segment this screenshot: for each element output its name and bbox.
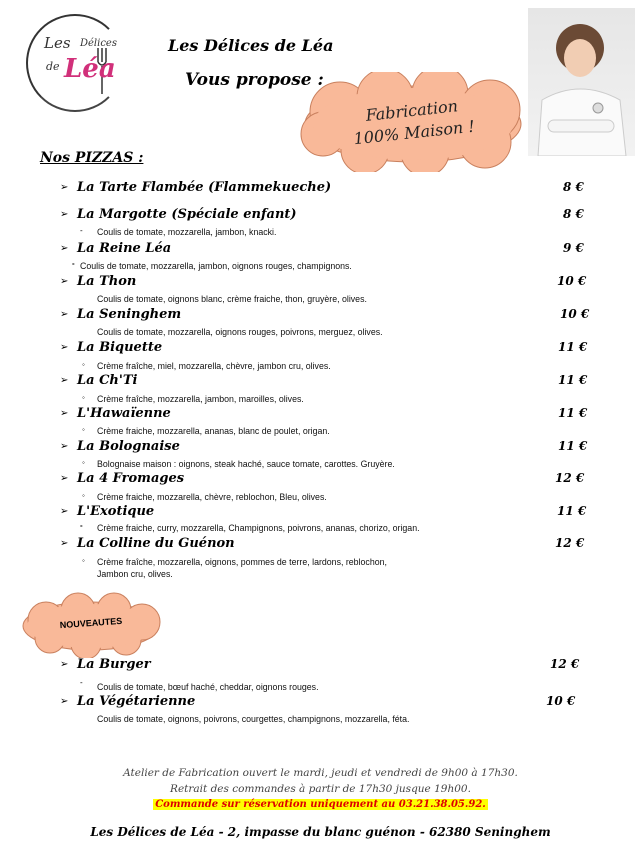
dash-bullet: ◦ [82,393,85,402]
menu-item-name: La Thon [77,274,137,289]
footer-pickup: Retrait des commandes à partir de 17h30 jusque 19h00. [170,783,471,795]
menu-item-name: La Margotte (Spéciale enfant) [77,207,297,222]
arrow-bullet-icon: ➢ [60,182,69,193]
menu-item-price: 10 € [546,694,576,708]
logo [22,10,132,108]
arrow-bullet-icon: ➢ [60,342,69,353]
dash-bullet: ◦ [82,556,85,565]
arrow-bullet-icon: ➢ [60,473,69,484]
menu-item-name: La Reine Léa [77,241,172,256]
menu-item-price: 10 € [560,307,590,321]
menu-item-description: Crème fraiche, mozzarella, ananas, blanc de poulet, origan. [97,426,330,436]
dash-bullet: ◦ [82,458,85,467]
menu-item-name: L'Hawaïenne [77,406,171,421]
page-title: Les Délices de Léa [168,36,334,55]
page-subtitle: Vous propose : [185,70,324,90]
logo-text-les: Les [44,34,71,52]
arrow-bullet-icon: ➢ [60,209,69,220]
arrow-bullet-icon: ➢ [60,538,69,549]
menu-item-name: La Biquette [77,340,163,355]
menu-item-price: 10 € [557,274,587,288]
menu-item-price: 12 € [555,536,585,550]
footer-address: Les Délices de Léa - 2, impasse du blanc guénon - 62380 Seninghem [90,825,551,839]
menu-item-price: 11 € [558,439,588,453]
menu-item-price: 11 € [558,406,588,420]
menu-item-price: 12 € [555,471,585,485]
footer-reservation [0,799,641,810]
chef-illustration [528,8,635,156]
dash-bullet: - [80,226,83,235]
menu-item-description: Crème fraîche, mozzarella, jambon, maroilles, olives. [97,394,304,404]
footer-hours: Atelier de Fabrication ouvert le mardi, jeudi et vendredi de 9h00 à 17h30. [123,767,518,779]
dash-bullet: ◦ [82,491,85,500]
menu-item-name: La Seninghem [77,307,182,322]
menu-item-description: Bolognaise maison : oignons, steak haché, sauce tomate, carottes. Gruyère. [97,459,395,469]
arrow-bullet-icon: ➢ [60,659,69,670]
menu-item-description: Coulis de tomate, mozzarella, jambon, oignons rouges, champignons. [80,261,352,271]
footer-reservation-text: Commande sur réservation uniquement au 03.21.38.05.92. [155,799,486,810]
menu-item-name: La Colline du Guénon [77,536,235,551]
menu-item-price: 8 € [563,180,584,194]
menu-item-name: L'Exotique [77,504,155,519]
chef-photo [528,8,635,156]
dash-bullet: - [80,521,83,530]
dash-bullet: - [72,259,75,268]
dash-bullet: - [80,678,83,687]
arrow-bullet-icon: ➢ [60,696,69,707]
menu-item-name: La Ch'Ti [77,373,138,388]
menu-item-description: Coulis de tomate, oignons blanc, crème fraiche, thon, gruyère, olives. [97,294,367,304]
menu-item-description: Coulis de tomate, oignons, poivrons, courgettes, champignons, mozzarella, féta. [97,714,410,724]
menu-item-price: 11 € [558,340,588,354]
menu-item-description: Crème fraîche, mozzarella, oignons, pommes de terre, lardons, reblochon, [97,557,387,567]
menu-item-description: Crème fraîche, miel, mozzarella, chèvre, jambon cru, olives. [97,361,331,371]
logo-text-delices: Délices [80,38,117,49]
logo-text-lea: Léa [64,54,116,84]
menu-item-description: Crème fraiche, mozzarella, chèvre, reblochon, Bleu, olives. [97,492,327,502]
menu-item-price: 9 € [563,241,584,255]
menu-item-name: La Burger [77,657,151,672]
dash-bullet: ◦ [82,425,85,434]
menu-item-price: 12 € [550,657,580,671]
arrow-bullet-icon: ➢ [60,408,69,419]
menu-item-description-cont: Jambon cru, olives. [97,569,173,579]
logo-text-de: de [46,60,60,73]
arrow-bullet-icon: ➢ [60,309,69,320]
menu-item-price: 11 € [557,504,587,518]
cloud-bubble-top [295,72,531,172]
menu-item-name: La Végétarienne [77,694,196,709]
bubble-line-1: Fabrication [364,96,459,125]
arrow-bullet-icon: ➢ [60,506,69,517]
menu-item-description: Crème fraiche, curry, mozzarella, Champignons, poivrons, ananas, chorizo, origan. [97,523,420,533]
menu-item-name: La 4 Fromages [77,471,185,486]
arrow-bullet-icon: ➢ [60,441,69,452]
arrow-bullet-icon: ➢ [60,243,69,254]
menu-item-price: 8 € [563,207,584,221]
menu-item-description: Coulis de tomate, mozzarella, oignons rouges, poivrons, merguez, olives. [97,327,383,337]
menu-item-name: La Bolognaise [77,439,180,454]
section-title-pizzas: Nos PIZZAS : [40,150,144,166]
arrow-bullet-icon: ➢ [60,375,69,386]
menu-item-description: Coulis de tomate, bœuf haché, cheddar, oignons rouges. [97,682,319,692]
menu-item-name: La Tarte Flambée (Flammekueche) [77,180,332,195]
menu-item-price: 11 € [558,373,588,387]
bubble-line-2: 100% Maison ! [352,116,476,149]
menu-item-description: Coulis de tomate, mozzarella, jambon, knacki. [97,227,277,237]
arrow-bullet-icon: ➢ [60,276,69,287]
bubble-new-label: NOUVEAUTES [59,615,123,631]
cloud-bubble-new [16,592,166,658]
dash-bullet: ◦ [82,360,85,369]
